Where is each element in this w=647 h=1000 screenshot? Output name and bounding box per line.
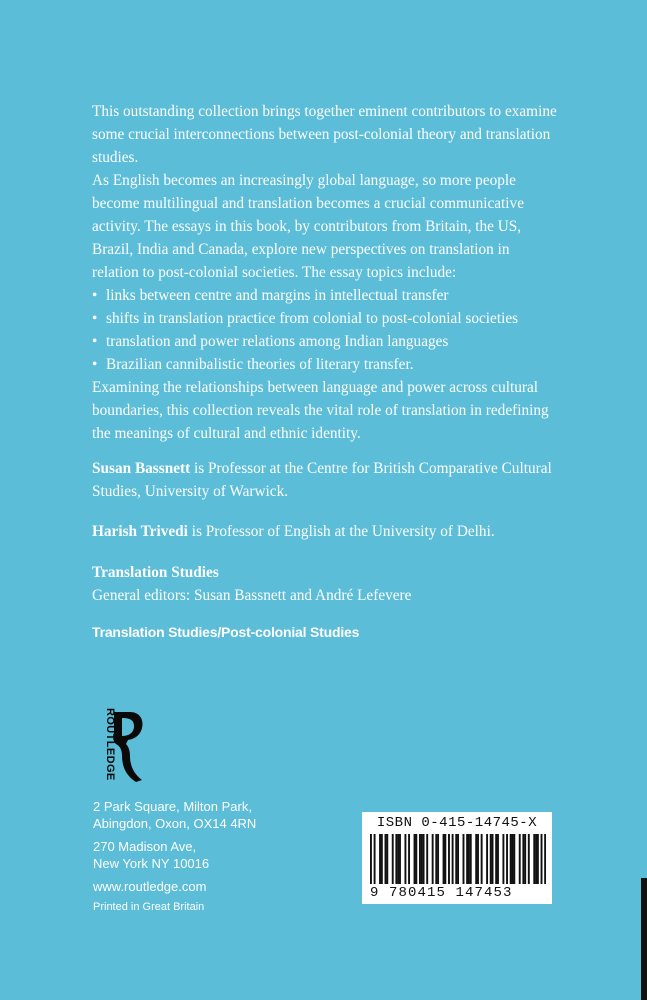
barcode-bar — [513, 834, 515, 884]
editor-description: is Professor at the Centre for British Comparative Cultural Studies, University of Warwick. — [92, 460, 552, 500]
barcode-bar — [506, 834, 508, 884]
publisher-address — [93, 798, 333, 916]
editor-name: Harish Trivedi — [92, 523, 188, 540]
barcode-bar — [463, 834, 465, 884]
series-title: Translation Studies — [92, 564, 219, 581]
routledge-logo — [90, 706, 150, 786]
barcode-bar — [437, 834, 439, 884]
series-editors: General editors: Susan Bassnett and André Lefevere — [92, 587, 412, 604]
topic-item: • shifts in translation practice from colonial to post-colonial societies — [92, 307, 560, 330]
barcode-bar — [537, 834, 539, 884]
barcode-bar — [415, 834, 417, 884]
spine-edge — [641, 878, 647, 1000]
address-line: Abingdon, Oxon, OX14 4RN — [93, 816, 257, 831]
barcode-bar — [457, 834, 459, 884]
blurb-paragraph: As English becomes an increasingly global language, so more people become multilingual and translation becomes a crucial communicative activity. The essays in this book, by contributors from Britain, the US, Brazil, India and Canada, explore new perspectives on translation in relation to post-colonial societies. The essay topics include: — [92, 172, 524, 281]
barcode-bar — [522, 834, 524, 884]
isbn-barcode — [362, 812, 552, 904]
barcode-bar — [533, 834, 535, 884]
barcode-bar — [444, 834, 446, 884]
barcode-bar — [470, 834, 472, 884]
blurb-conclusion: Examining the relationships between language and power across cultural boundaries, this collection reveals the vital role of translation in redefining the meanings of cultural and ethnic identity. — [92, 379, 549, 442]
topic-item: • Brazilian cannibalistic theories of literary transfer. — [92, 353, 560, 376]
barcode-bar — [502, 834, 504, 884]
barcode-bar — [404, 834, 406, 884]
barcode-bar — [443, 834, 445, 884]
address-line: 270 Madison Ave, — [93, 839, 197, 854]
barcode-bar — [477, 834, 479, 884]
barcode-bar — [385, 834, 387, 884]
barcode-bar — [497, 834, 499, 884]
barcode-bar — [395, 834, 397, 884]
barcode-bar — [486, 834, 488, 884]
blurb-intro: This outstanding collection brings together eminent contributors to examine some crucial interconnections between post-colonial theory and translation studies. — [92, 103, 557, 166]
barcode-bar — [455, 834, 457, 884]
barcode-bar — [379, 834, 381, 884]
back-cover-text — [92, 100, 560, 644]
barcode-bar — [426, 834, 428, 884]
barcode-bar — [510, 834, 512, 884]
barcode-bar — [448, 834, 450, 884]
barcode-bar — [535, 834, 537, 884]
barcode-bar — [452, 834, 454, 884]
barcode-bar — [475, 834, 477, 884]
subject-category: Translation Studies/Post-colonial Studies — [92, 624, 360, 640]
isbn-number: ISBN 0-415-14745-X — [376, 815, 538, 831]
barcode-bar — [419, 834, 421, 884]
editor-name: Susan Bassnett — [92, 460, 191, 477]
publisher-website: www.routledge.com — [93, 879, 207, 894]
barcode-bar — [381, 834, 383, 884]
barcode-bar — [432, 834, 434, 884]
topic-list — [92, 284, 560, 376]
barcode-bar — [468, 834, 470, 884]
topic-item: • links between centre and margins in intellectual transfer — [92, 284, 560, 307]
address-line: 2 Park Square, Milton Park, — [93, 799, 252, 814]
editor-bio-trivedi — [92, 520, 560, 543]
routledge-r-icon — [90, 706, 150, 786]
barcode-bar — [421, 834, 423, 884]
barcode-bar — [512, 834, 514, 884]
barcode-bar — [495, 834, 497, 884]
barcode-bar — [492, 834, 494, 884]
topic-item: • translation and power relations among Indian languages — [92, 330, 560, 353]
barcode-bar — [370, 834, 372, 884]
barcode-bar — [399, 834, 401, 884]
barcode-bar — [423, 834, 425, 884]
editor-description: is Professor of English at the University of Delhi. — [187, 523, 495, 540]
barcode-bar — [435, 834, 437, 884]
barcode-bar — [397, 834, 399, 884]
barcode-bar — [519, 834, 521, 884]
editor-bio-bassnett — [92, 457, 560, 503]
barcode-bar — [490, 834, 492, 884]
barcode-bar — [408, 834, 410, 884]
barcode-bar — [481, 834, 483, 884]
barcode-bar — [524, 834, 526, 884]
barcode-bar — [374, 834, 376, 884]
barcode-bar — [386, 834, 388, 884]
barcode-bar — [541, 834, 543, 884]
routledge-wordmark: ROUTLEDGE — [104, 708, 116, 781]
printed-notice: Printed in Great Britain — [93, 901, 205, 913]
barcode-bar — [392, 834, 394, 884]
address-line: New York NY 10016 — [93, 856, 210, 871]
barcode-bar — [544, 834, 546, 884]
barcode-bar — [466, 834, 468, 884]
barcode-bar — [414, 834, 416, 884]
ean-digits: 9 780415 147453 — [370, 885, 513, 901]
barcode-bars — [370, 834, 546, 884]
barcode-bar — [528, 834, 530, 884]
